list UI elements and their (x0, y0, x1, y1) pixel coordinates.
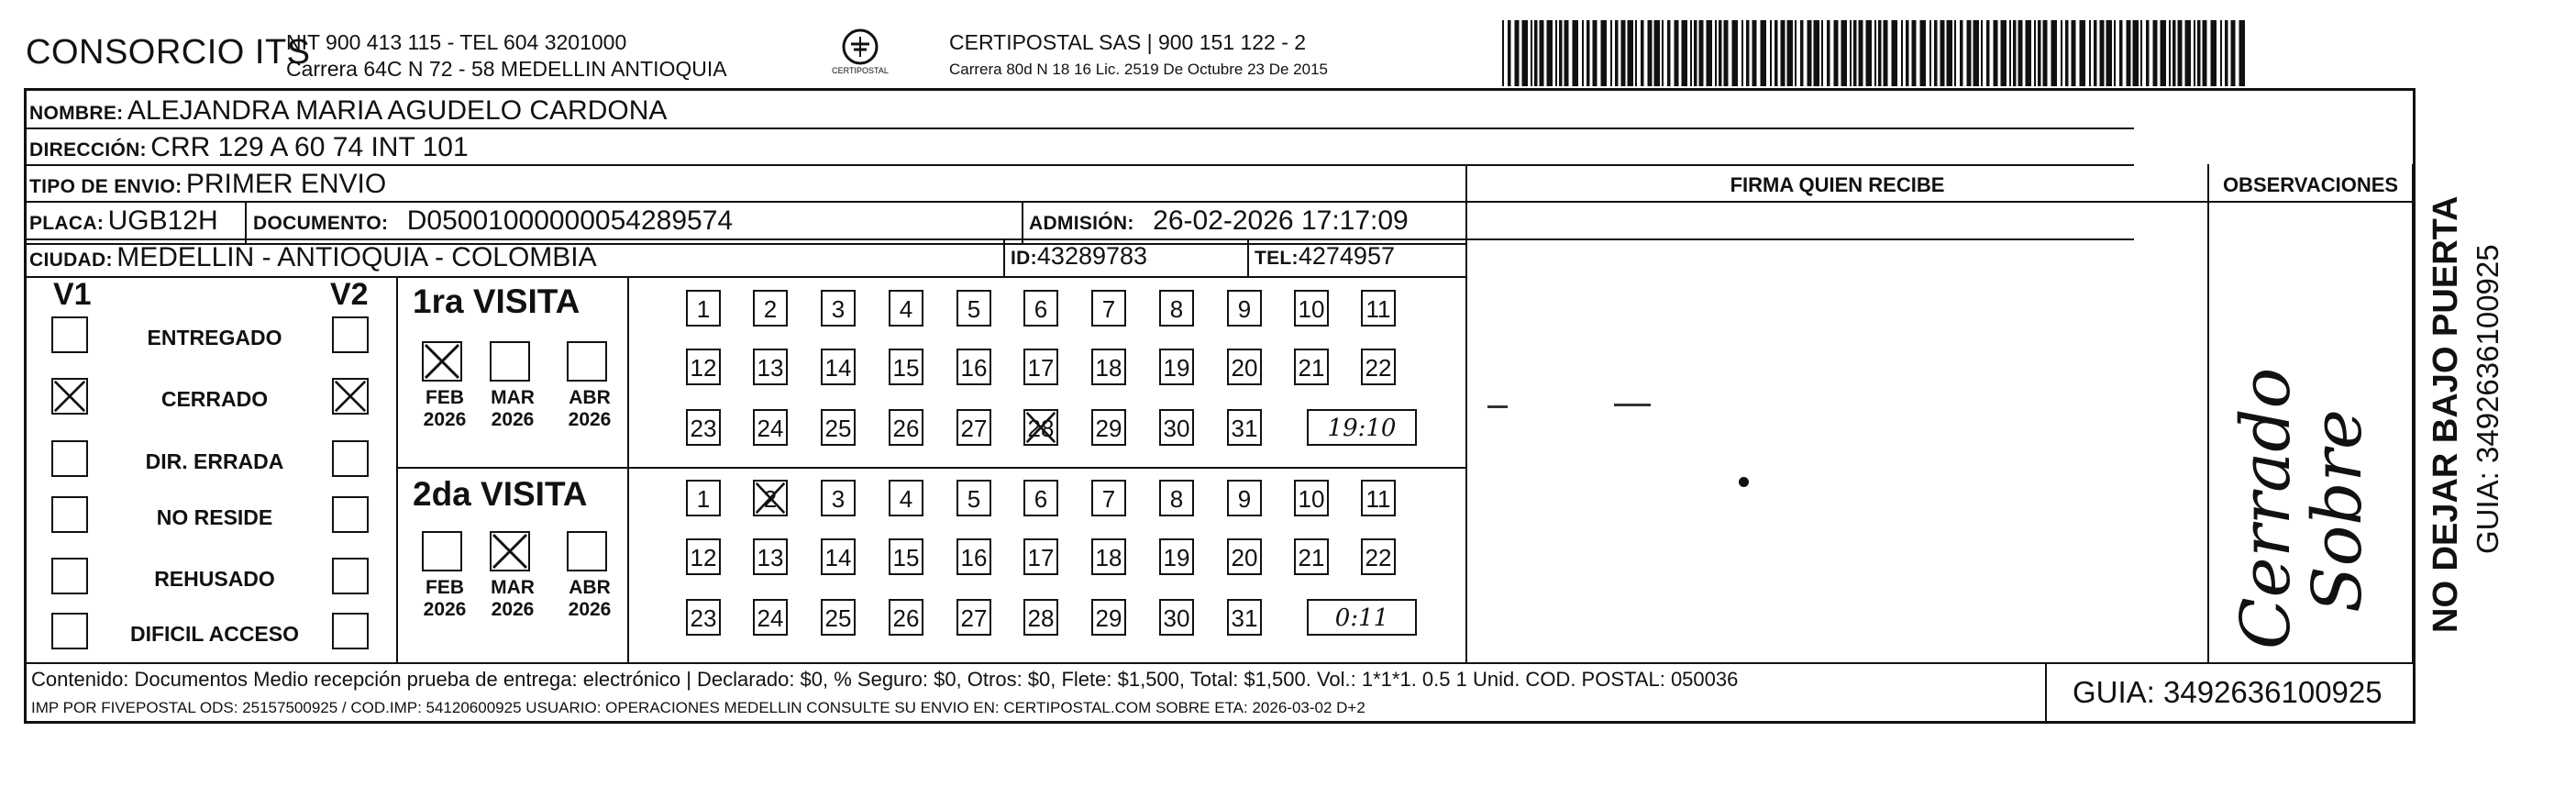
status-label: REHUSADO (154, 567, 275, 591)
rule (627, 276, 629, 662)
barcode-bar (2127, 20, 2131, 86)
direccion-label: DIRECCIÓN: (29, 139, 147, 161)
barcode-bar (1719, 20, 1722, 86)
handwriting-line-1: Cerrado (2227, 367, 2305, 649)
documento-label: DOCUMENTO: (253, 213, 389, 234)
barcode-bar (2001, 20, 2007, 86)
company-info (286, 29, 727, 83)
barcode-bar (1834, 20, 1839, 86)
barcode-bar (2194, 20, 2195, 86)
barcode-bar (2178, 20, 2183, 86)
month-checkbox[interactable] (422, 531, 462, 571)
day-box[interactable]: 26 (889, 599, 923, 636)
barcode-bar (1814, 20, 1820, 86)
rule (2045, 662, 2047, 724)
barcode-bar (2185, 20, 2192, 86)
barcode-bar (1690, 20, 1692, 86)
barcode-bar (1601, 20, 1608, 86)
day-box[interactable]: 12 (686, 538, 721, 575)
day-box[interactable]: 29 (1091, 599, 1126, 636)
barcode-bar (1582, 20, 1584, 86)
barcode-bar (1628, 20, 1634, 86)
nombre-value: ALEJANDRA MARIA AGUDELO CARDONA (127, 95, 668, 126)
barcode-bar (1635, 20, 1637, 86)
day-box[interactable]: 18 (1091, 349, 1126, 385)
barcode-bar (1947, 20, 1953, 86)
day-box[interactable]: 22 (1361, 349, 1396, 385)
rule (24, 662, 2416, 664)
day-box[interactable]: 27 (956, 409, 991, 446)
day-box[interactable]: 31 (1227, 409, 1262, 446)
v2-checkbox[interactable] (332, 613, 369, 649)
barcode-bar (1795, 20, 1797, 86)
tipo-label: TIPO DE ENVIO: (29, 176, 182, 197)
month-name: MAR (491, 387, 535, 408)
barcode-bar (2043, 20, 2048, 86)
day-box[interactable]: 4 (889, 290, 923, 327)
day-box[interactable]: 18 (1091, 538, 1126, 575)
barcode-bar (1741, 20, 1743, 86)
barcode-bar (1960, 20, 1963, 86)
day-box[interactable]: 13 (753, 538, 788, 575)
documento-row (253, 205, 733, 237)
ciudad-value: MEDELLIN - ANTIOQUIA - COLOMBIA (116, 242, 597, 272)
day-box[interactable]: 9 (1227, 480, 1262, 516)
v2-checkbox[interactable] (332, 440, 369, 477)
v2-header: V2 (330, 277, 369, 312)
barcode-bar (1699, 20, 1704, 86)
barcode-bar (1732, 20, 1739, 86)
barcode-bar (1929, 20, 1931, 86)
barcode-bar (1573, 20, 1579, 86)
barcode-bar (2239, 20, 2246, 86)
barcode-bar (2203, 20, 2207, 86)
observaciones-header: OBSERVACIONES (2222, 173, 2399, 196)
barcode-bar (1781, 20, 1786, 86)
signature-dot (1739, 477, 1749, 487)
day-box[interactable]: 31 (1227, 599, 1262, 636)
tipo-row (29, 169, 386, 200)
barcode-bar (1787, 20, 1794, 86)
day-box[interactable]: 9 (1227, 290, 1262, 327)
rule (396, 276, 398, 662)
day-box[interactable]: 2 (753, 480, 788, 516)
month-label (559, 387, 620, 431)
barcode-bar (1662, 20, 1664, 86)
status-label: DIFICIL ACCESO (129, 622, 299, 646)
v2-checkbox[interactable] (332, 496, 369, 533)
month-name: FEB (426, 577, 464, 598)
id-row (1011, 242, 1147, 271)
rule (24, 201, 2416, 203)
rule (24, 164, 2134, 166)
month-name: FEB (426, 387, 464, 408)
day-box[interactable]: 13 (753, 349, 788, 385)
barcode-bar (1808, 20, 1812, 86)
footer-imp: IMP POR FIVEPOSTAL ODS: 25157500925 / COD.IMP: 54120600925 USUARIO: OPERACIONES MEDELLIN CONSULTE SU ENVIO EN: CERTIPOSTAL.COM SOBRE ETA: 2026-03-02 D+2 (31, 699, 1365, 716)
day-box[interactable]: 30 (1159, 409, 1194, 446)
v2-checkbox[interactable] (332, 316, 369, 353)
rule (24, 238, 2134, 240)
barcode-bar (2065, 20, 2069, 86)
month-label (482, 577, 543, 621)
barcode-bar (1615, 20, 1619, 86)
admision-label: ADMISIÓN: (1029, 213, 1134, 234)
footer-contenido: Contenido: Documentos Medio recepción prueba de entrega: electrónico | Declarado: $0, % Seguro: $0, Otros: $0, Flete: $1,500, Total: $1,500. Vol.: 1*1*1. 0.5 1 Unid. COD. POSTAL: 050036 (31, 668, 1739, 691)
barcode-bar (1850, 20, 1852, 86)
logo-text: CERTIPOSTAL (832, 66, 889, 75)
barcode-bar (1555, 20, 1557, 86)
barcode-bar (1906, 20, 1909, 86)
direccion-value: CRR 129 A 60 74 INT 101 (150, 132, 469, 162)
barcode-bar (1648, 20, 1653, 86)
tipo-value: PRIMER ENVIO (185, 169, 387, 199)
barcode-bar (1912, 20, 1917, 86)
barcode-bar (1682, 20, 1688, 86)
barcode-bar (1752, 20, 1757, 86)
barcode-bar (1981, 20, 1983, 86)
day-box[interactable]: 7 (1091, 290, 1126, 327)
day-box[interactable]: 10 (1294, 290, 1329, 327)
barcode-bar (2061, 20, 2062, 86)
barcode-bar (2225, 20, 2228, 86)
certipostal-logo (816, 28, 904, 84)
barcode-bar (1920, 20, 1927, 86)
month-label (559, 577, 620, 621)
admision-value: 26-02-2026 17:17:09 (1153, 205, 1409, 236)
month-name: MAR (491, 577, 535, 598)
day-box[interactable]: 24 (753, 409, 788, 446)
handwriting-line-2: Sobre (2298, 409, 2377, 613)
day-box[interactable]: 25 (821, 409, 856, 446)
month-year: 2026 (568, 409, 612, 430)
direccion-row (29, 132, 469, 163)
barcode-bar (2114, 20, 2116, 86)
barcode-bar (2009, 20, 2011, 86)
company-address: Carrera 64C N 72 - 58 MEDELLIN ANTIOQUIA (286, 57, 727, 81)
month-checkbox[interactable] (490, 531, 530, 571)
x-check-mark (53, 380, 86, 413)
firma-header: FIRMA QUIEN RECIBE (1730, 173, 1945, 196)
documento-value: D05001000000054289574 (406, 205, 734, 236)
carrier-address: Carrera 80d N 18 16 Lic. 2519 De Octubre 23 De 2015 (949, 61, 1328, 78)
day-box[interactable]: 20 (1227, 349, 1262, 385)
day-box[interactable]: 6 (1023, 480, 1058, 516)
nombre-row (29, 95, 667, 127)
day-box[interactable]: 11 (1361, 290, 1396, 327)
barcode-bar (2051, 20, 2058, 86)
rule (1022, 201, 1023, 243)
day-box[interactable]: 28 (1023, 599, 1058, 636)
day-box[interactable]: 14 (821, 538, 856, 575)
barcode-bar (2094, 20, 2097, 86)
visit-time-box[interactable]: 0:11 (1307, 599, 1417, 636)
status-label: CERRADO (160, 387, 269, 411)
barcode-bar (1675, 20, 1679, 86)
barcode-bar (1724, 20, 1729, 86)
barcode-bar (1641, 20, 1644, 86)
day-box[interactable]: 4 (889, 480, 923, 516)
month-year: 2026 (491, 599, 535, 620)
month-year: 2026 (568, 599, 612, 620)
v1-checkbox[interactable] (51, 496, 88, 533)
barcode-bar (1827, 20, 1830, 86)
day-box[interactable]: 2 (753, 290, 788, 327)
barcode-bar (1986, 20, 1990, 86)
barcode-bar (2089, 20, 2091, 86)
day-box[interactable]: 5 (956, 480, 991, 516)
placa-row (29, 205, 218, 237)
month-checkbox[interactable] (490, 341, 530, 382)
month-name: ABR (569, 577, 611, 598)
barcode-bar (1878, 20, 1882, 86)
month-label (415, 577, 475, 621)
barcode-bar (2172, 20, 2176, 86)
rule (2207, 164, 2209, 664)
day-box[interactable]: 16 (956, 538, 991, 575)
barcode-bar (1531, 20, 1532, 86)
day-box[interactable]: 22 (1361, 538, 1396, 575)
barcode-bar (2013, 20, 2017, 86)
month-year: 2026 (423, 409, 467, 430)
barcode (1502, 20, 2249, 86)
barcode-bar (1866, 20, 1873, 86)
barcode-bar (2072, 20, 2076, 86)
day-box[interactable]: 19 (1159, 349, 1194, 385)
day-box[interactable]: 21 (1294, 349, 1329, 385)
day-box[interactable]: 23 (686, 599, 721, 636)
barcode-bar (1821, 20, 1823, 86)
day-box[interactable]: 11 (1361, 480, 1396, 516)
barcode-bar (1502, 20, 1504, 86)
barcode-bar (1564, 20, 1569, 86)
day-box[interactable]: 28 (1023, 409, 1058, 446)
day-box[interactable]: 15 (889, 349, 923, 385)
barcode-bar (2106, 20, 2113, 86)
barcode-bar (1800, 20, 1804, 86)
month-label (415, 387, 475, 431)
visit2-title: 2da VISITA (413, 475, 588, 513)
barcode-bar (1874, 20, 1876, 86)
footer-guia: GUIA: 3492636100925 (2073, 675, 2383, 709)
id-value: 43289783 (1036, 242, 1148, 270)
barcode-bar (1954, 20, 1956, 86)
day-box[interactable]: 19 (1159, 538, 1194, 575)
rule (245, 201, 247, 243)
barcode-bar (1694, 20, 1697, 86)
barcode-bar (1967, 20, 1972, 86)
barcode-bar (1707, 20, 1713, 86)
barcode-bar (1994, 20, 1998, 86)
day-box[interactable]: 1 (686, 290, 721, 327)
barcode-bar (2140, 20, 2142, 86)
rule (2412, 164, 2414, 664)
visit1-title: 1ra VISITA (413, 283, 580, 320)
side-warning: NO DEJAR BAJO PUERTA (2427, 195, 2465, 633)
barcode-bar (1593, 20, 1598, 86)
v1-header: V1 (53, 277, 92, 312)
barcode-bar (1859, 20, 1863, 86)
barcode-bar (2146, 20, 2150, 86)
barcode-bar (2018, 20, 2023, 86)
barcode-bar (2220, 20, 2222, 86)
barcode-bar (1587, 20, 1590, 86)
placa-label: PLACA: (29, 213, 105, 234)
day-box[interactable]: 14 (821, 349, 856, 385)
rule (24, 127, 2134, 129)
day-box[interactable]: 29 (1091, 409, 1126, 446)
barcode-bar (2231, 20, 2236, 86)
v1-checkbox[interactable] (51, 378, 88, 415)
month-year: 2026 (491, 409, 535, 430)
company-name: CONSORCIO ITS (26, 33, 311, 72)
barcode-bar (1522, 20, 1529, 86)
barcode-bar (1621, 20, 1626, 86)
day-box[interactable]: 30 (1159, 599, 1194, 636)
day-box[interactable]: 23 (686, 409, 721, 446)
barcode-bar (1746, 20, 1750, 86)
v1-checkbox[interactable] (51, 613, 88, 649)
barcode-bar (1853, 20, 1857, 86)
barcode-bar (1667, 20, 1671, 86)
x-check-mark (492, 533, 528, 570)
barcode-bar (1940, 20, 1945, 86)
day-box[interactable]: 7 (1091, 480, 1126, 516)
rule (1003, 238, 1005, 276)
carrier-name: CERTIPOSTAL SAS | 900 151 122 - 2 (949, 30, 1307, 54)
month-checkbox[interactable] (422, 341, 462, 382)
barcode-bar (1559, 20, 1563, 86)
barcode-bar (1934, 20, 1938, 86)
logo-icon (841, 28, 879, 66)
barcode-bar (2080, 20, 2086, 86)
barcode-bar (1884, 20, 1888, 86)
day-box[interactable]: 5 (956, 290, 991, 327)
barcode-bar (2119, 20, 2123, 86)
day-box[interactable]: 26 (889, 409, 923, 446)
day-box[interactable]: 6 (1023, 290, 1058, 327)
barcode-bar (1841, 20, 1848, 86)
barcode-bar (1892, 20, 1898, 86)
day-box[interactable]: 1 (686, 480, 721, 516)
barcode-bar (2169, 20, 2171, 86)
day-box[interactable]: 8 (1159, 480, 1194, 516)
day-box[interactable]: 21 (1294, 538, 1329, 575)
signature-mark (1614, 404, 1651, 406)
x-check-mark (424, 343, 460, 380)
barcode-bar (1610, 20, 1612, 86)
day-box[interactable]: 10 (1294, 480, 1329, 516)
barcode-bar (1540, 20, 1544, 86)
day-box[interactable]: 8 (1159, 290, 1194, 327)
status-label: NO RESIDE (156, 505, 273, 529)
ciudad-row (29, 242, 597, 273)
month-name: ABR (569, 387, 611, 408)
placa-value: UGB12H (107, 205, 218, 236)
carrier-info (949, 29, 1328, 83)
day-box[interactable]: 25 (821, 599, 856, 636)
barcode-bar (1973, 20, 1980, 86)
month-label (482, 387, 543, 431)
v1-checkbox[interactable] (51, 316, 88, 353)
day-box[interactable]: 17 (1023, 538, 1058, 575)
status-label: ENTREGADO (147, 326, 282, 349)
month-checkbox[interactable] (567, 531, 607, 571)
barcode-bar (2026, 20, 2032, 86)
day-box[interactable]: 12 (686, 349, 721, 385)
rule (1247, 238, 1249, 276)
tel-row (1255, 242, 1395, 271)
barcode-bar (1901, 20, 1903, 86)
company-nit: NIT 900 413 115 - TEL 604 3201000 (286, 30, 627, 54)
rule (24, 276, 1465, 278)
nombre-label: NOMBRE: (29, 103, 124, 124)
v1-checkbox[interactable] (51, 558, 88, 594)
day-box[interactable]: 24 (753, 599, 788, 636)
barcode-bar (2153, 20, 2158, 86)
v2-checkbox[interactable] (332, 558, 369, 594)
tel-value: 4274957 (1298, 242, 1395, 270)
barcode-bar (1534, 20, 1538, 86)
month-year: 2026 (423, 599, 467, 620)
barcode-bar (1715, 20, 1717, 86)
barcode-bar (1515, 20, 1520, 86)
rule (396, 467, 1465, 469)
barcode-bar (1774, 20, 1778, 86)
x-check-mark (334, 380, 367, 413)
barcode-bar (2211, 20, 2217, 86)
day-box[interactable]: 15 (889, 538, 923, 575)
day-box[interactable]: 27 (956, 599, 991, 636)
ciudad-label: CIUDAD: (29, 249, 113, 271)
barcode-bar (2133, 20, 2139, 86)
barcode-bar (2161, 20, 2167, 86)
v2-checkbox[interactable] (332, 378, 369, 415)
day-box[interactable]: 3 (821, 480, 856, 516)
day-box[interactable]: 20 (1227, 538, 1262, 575)
visit-time-box[interactable]: 19:10 (1307, 409, 1417, 446)
barcode-bar (2038, 20, 2041, 86)
v1-checkbox[interactable] (51, 440, 88, 477)
barcode-bar (2197, 20, 2201, 86)
day-box[interactable]: 3 (821, 290, 856, 327)
barcode-bar (1654, 20, 1661, 86)
admision-row (1029, 205, 1409, 237)
side-guia: GUIA: 3492636100925 (2471, 244, 2504, 554)
signature-mark (1487, 405, 1508, 408)
tel-label: TEL: (1255, 248, 1299, 269)
barcode-bar (1547, 20, 1553, 86)
day-box[interactable]: 17 (1023, 349, 1058, 385)
barcode-bar (1770, 20, 1772, 86)
observaciones-handwriting (2227, 367, 2377, 649)
day-box[interactable]: 16 (956, 349, 991, 385)
month-checkbox[interactable] (567, 341, 607, 382)
barcode-bar (2100, 20, 2105, 86)
barcode-bar (1761, 20, 1767, 86)
barcode-bar (1508, 20, 1511, 86)
x-check-mark (755, 482, 786, 515)
rule (1465, 164, 1467, 664)
barcode-bar (2034, 20, 2036, 86)
status-label: DIR. ERRADA (145, 449, 284, 473)
id-label: ID: (1011, 248, 1037, 269)
x-check-mark (1025, 411, 1056, 444)
